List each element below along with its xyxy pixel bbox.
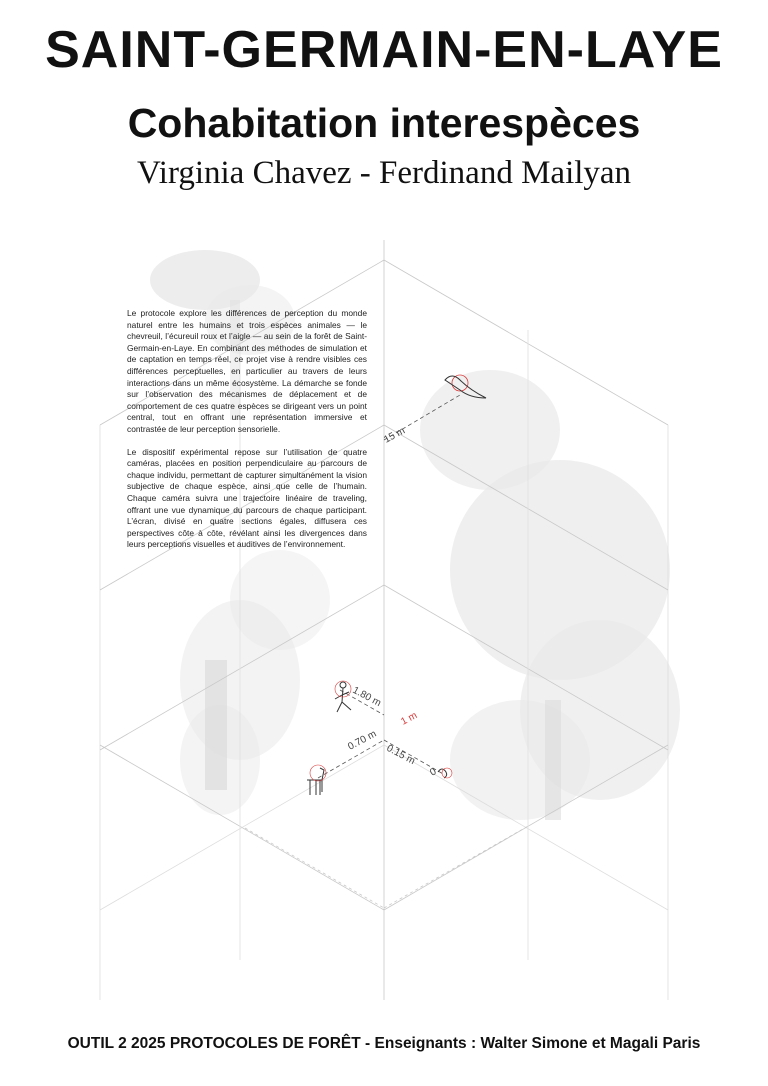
footer-credits: OUTIL 2 2025 PROTOCOLES DE FORÊT - Enseignants : Walter Simone et Magali Paris (67, 1035, 701, 1052)
eagle-height-label: 15 m (382, 425, 408, 446)
human-figure (335, 681, 351, 712)
axonometric-drawing (0, 240, 768, 1010)
description-paragraph-2: Le dispositif expérimental repose sur l’utilisation de quatre caméras, placées en position perpendiculaire au parcours de chaque individu, permettant de capturer simultanément la vision subjective de chaque espèce, ainsi que celle de l’humain. Chaque caméra suivra une trajectoire linéaire de traveling, offrant une vue dynamique du parcours de chaque participant. L’écran, divisé en quatre sections égales, diffusera ces perspectives côte à côte, révélant ainsi les divergences dans leurs perceptions visuelles et auditives de l’environnement. (127, 446, 367, 550)
deer-height-label: 0.70 m (346, 728, 379, 753)
red-marker-label: 1 m (399, 710, 420, 728)
description-paragraph-1: Le protocole explore les différences de perception du monde naturel entre les humains et trois espèces animales — le chevreuil, l’écureuil roux et l’aigle — au sein de la forêt de Saint-Germain-en-Laye. En combinant des méthodes de simulation et de captation en temps réel, ce projet vise à rendre visibles ces différences perceptuelles, en particulier au travers de leurs interactions dans un même écosystème. La démarche se fonde sur l’observation des mécanismes de déplacement et de comportement de ces quatre espèces se dirigeant vers un point central, tout en offrant une représentation immersive et contrastée de leur perception sensorielle. (127, 308, 367, 434)
squirrel-height-label: 0.15 m (384, 742, 417, 768)
squirrel-figure (438, 768, 452, 778)
page-subtitle: Cohabitation interespèces (127, 100, 641, 146)
authors-line: Virginia Chavez - Ferdinand Mailyan (136, 155, 632, 191)
page-title: SAINT-GERMAIN-EN-LAYE (45, 21, 723, 79)
description-text (127, 308, 367, 562)
ground-level-label: 0 (428, 766, 439, 779)
human-height-label: 1.80 m (350, 684, 383, 710)
